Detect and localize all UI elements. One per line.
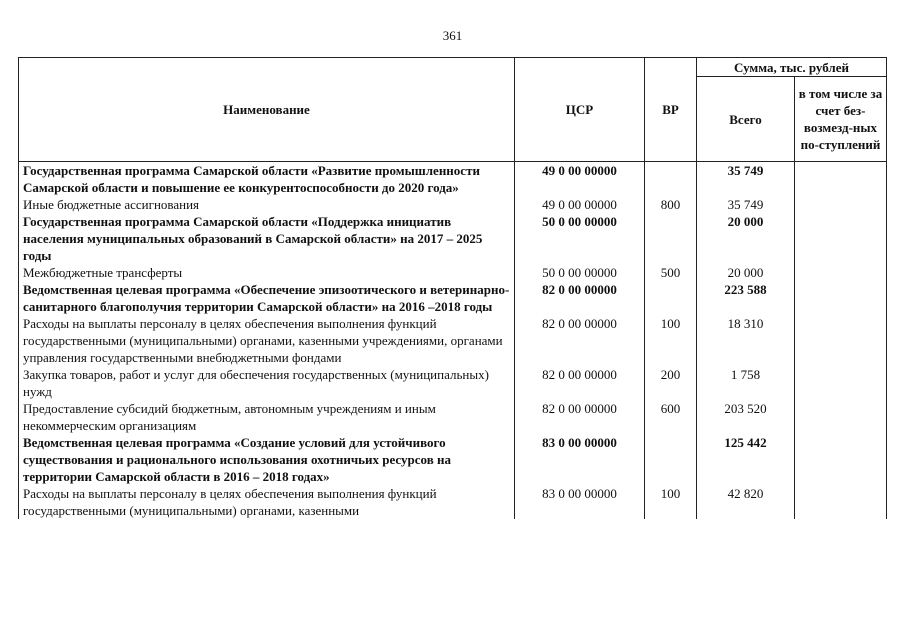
table-row	[19, 485, 887, 519]
row-vr: 100	[645, 315, 697, 366]
row-csr: 83 0 00 00000	[515, 434, 645, 485]
budget-table	[18, 57, 887, 519]
row-free-receipts	[795, 162, 887, 197]
row-csr: 82 0 00 00000	[515, 366, 645, 400]
row-name: Расходы на выплаты персоналу в целях обеспечения выполнения функций государственными (муниципальными) органами, казенными	[19, 485, 515, 519]
table-row	[19, 213, 887, 264]
row-name: Межбюджетные трансферты	[19, 264, 515, 281]
row-csr: 50 0 00 00000	[515, 264, 645, 281]
row-csr: 82 0 00 00000	[515, 281, 645, 315]
row-free-receipts	[795, 485, 887, 519]
row-free-receipts	[795, 366, 887, 400]
header-vr: ВР	[645, 58, 697, 162]
table-row	[19, 281, 887, 315]
row-name: Предоставление субсидий бюджетным, автономным учреждениям и иным некоммерческим организациям	[19, 400, 515, 434]
table-row	[19, 264, 887, 281]
row-vr: 200	[645, 366, 697, 400]
page-number: 361	[442, 28, 463, 43]
row-name: Ведомственная целевая программа «Создание условий для устойчивого существования и рационального использования охотничьих ресурсов на территории Самарской области в 2016 – 2018 годах»	[19, 434, 515, 485]
header-sum: Сумма, тыс. рублей	[697, 58, 887, 77]
row-total: 18 310	[697, 315, 795, 366]
table-row	[19, 366, 887, 400]
row-total: 203 520	[697, 400, 795, 434]
header-name: Наименование	[19, 58, 515, 162]
row-free-receipts	[795, 196, 887, 213]
row-vr	[645, 213, 697, 264]
row-free-receipts	[795, 213, 887, 264]
row-total: 20 000	[697, 264, 795, 281]
row-csr: 82 0 00 00000	[515, 400, 645, 434]
row-csr: 50 0 00 00000	[515, 213, 645, 264]
row-name: Ведомственная целевая программа «Обеспечение эпизоотического и ветеринарно-санитарного благополучия территории Самарской области» на 2016 –2018 годы	[19, 281, 515, 315]
table-row	[19, 400, 887, 434]
row-name: Расходы на выплаты персоналу в целях обеспечения выполнения функций государственными (муниципальными) органами, казенными учреждениями, органами управления государственными внебюджетными фондами	[19, 315, 515, 366]
row-name: Иные бюджетные ассигнования	[19, 196, 515, 213]
row-total: 1 758	[697, 366, 795, 400]
row-csr: 49 0 00 00000	[515, 196, 645, 213]
table-body	[19, 162, 887, 520]
row-vr	[645, 434, 697, 485]
row-csr: 83 0 00 00000	[515, 485, 645, 519]
row-vr	[645, 162, 697, 197]
row-name: Закупка товаров, работ и услуг для обеспечения государственных (муниципальных) нужд	[19, 366, 515, 400]
row-free-receipts	[795, 315, 887, 366]
row-total: 125 442	[697, 434, 795, 485]
row-vr: 600	[645, 400, 697, 434]
table-row	[19, 162, 887, 197]
header-free-receipts: в том числе за счет без-возмезд-ных по-ступлений	[795, 77, 887, 162]
row-free-receipts	[795, 281, 887, 315]
header-csr: ЦСР	[515, 58, 645, 162]
table-row	[19, 315, 887, 366]
row-vr	[645, 281, 697, 315]
row-vr: 500	[645, 264, 697, 281]
row-total: 223 588	[697, 281, 795, 315]
row-csr: 82 0 00 00000	[515, 315, 645, 366]
row-name: Государственная программа Самарской области «Развитие промышленности Самарской области и повышение ее конкурентоспособности до 2020 года»	[19, 162, 515, 197]
row-vr: 800	[645, 196, 697, 213]
row-total: 20 000	[697, 213, 795, 264]
row-free-receipts	[795, 264, 887, 281]
table-row	[19, 434, 887, 485]
row-free-receipts	[795, 400, 887, 434]
row-free-receipts	[795, 434, 887, 485]
row-total: 35 749	[697, 196, 795, 213]
row-total: 42 820	[697, 485, 795, 519]
row-name: Государственная программа Самарской области «Поддержка инициатив населения муниципальных образований в Самарской области» на 2017 – 2025 годы	[19, 213, 515, 264]
header-total: Всего	[697, 77, 795, 162]
table-row	[19, 196, 887, 213]
row-total: 35 749	[697, 162, 795, 197]
row-csr: 49 0 00 00000	[515, 162, 645, 197]
row-vr: 100	[645, 485, 697, 519]
